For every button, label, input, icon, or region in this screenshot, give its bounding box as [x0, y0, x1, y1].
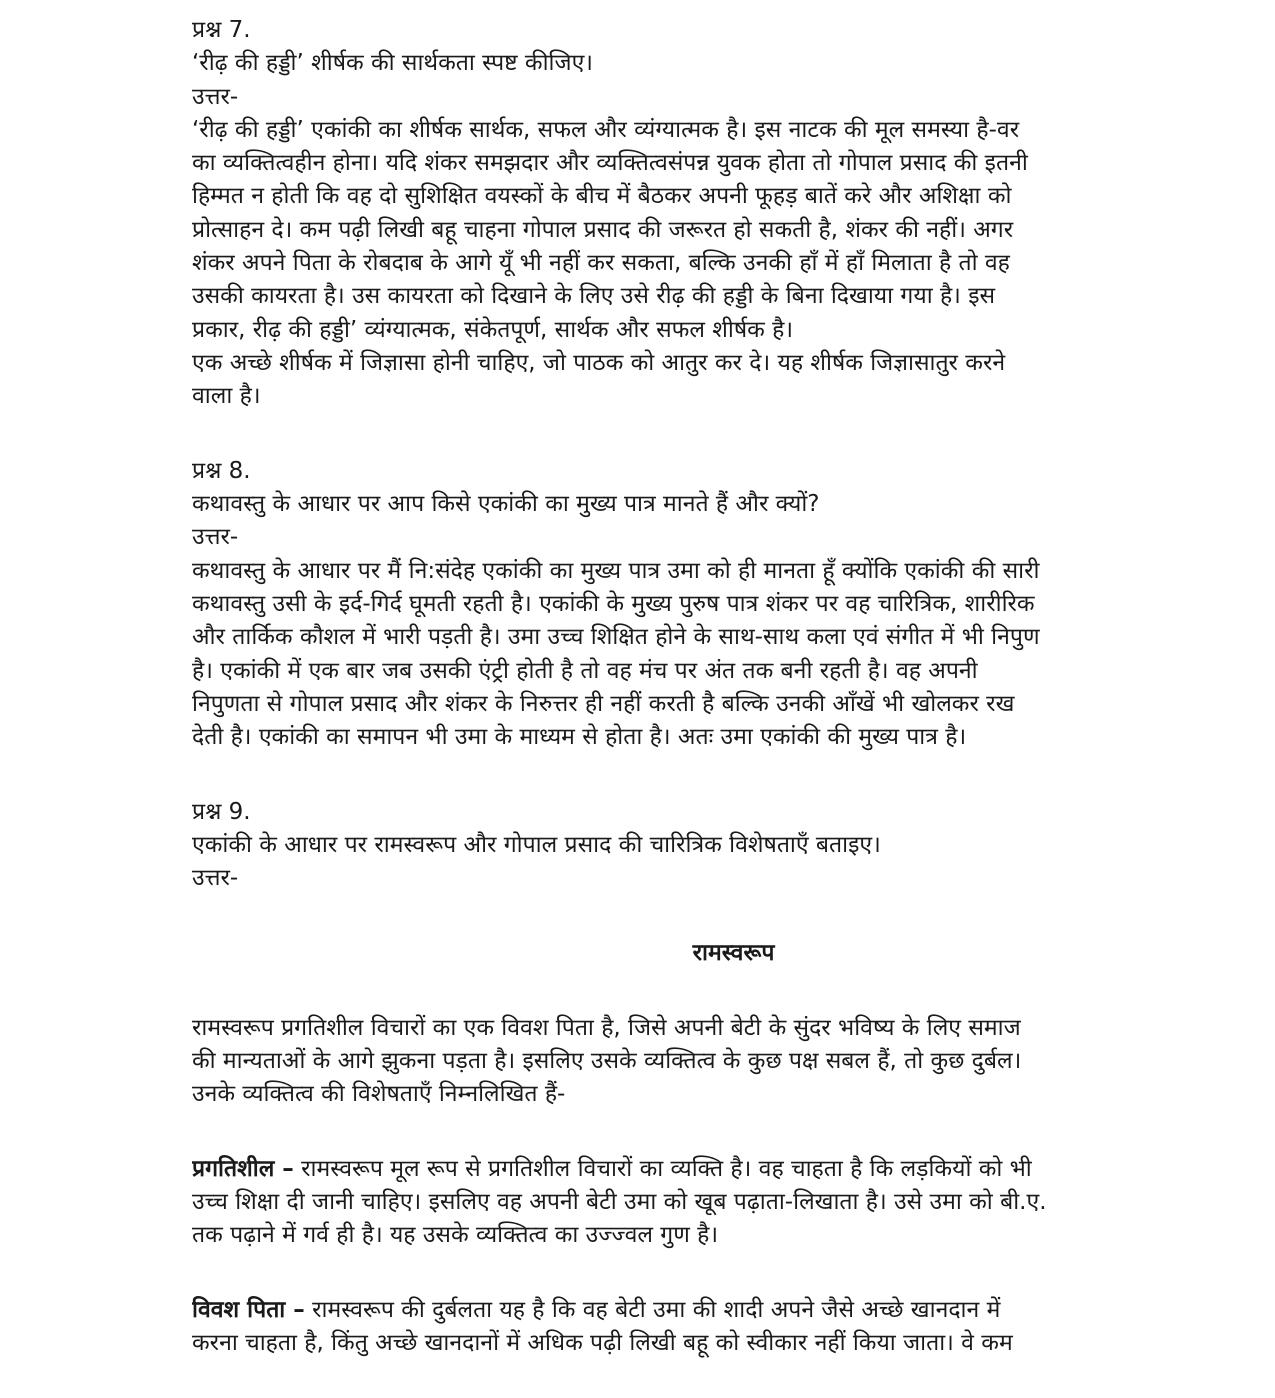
answer-line: निपुणता से गोपाल प्रसाद और शंकर के निरुत्तर ही नहीं करती है बल्कि उनकी आँखें भी खोलकर रख: [192, 690, 1015, 717]
spacer: [192, 755, 1182, 788]
trait-term: प्रगतिशील –: [192, 1155, 294, 1182]
spacer: [192, 414, 1182, 447]
answer-line: कथावस्तु उसी के इर्द-गिर्द घूमती रहती है। एकांकी के मुख्य पुरुष पात्र शंकर पर वह चारित्रिक, शारीरिक: [192, 591, 1035, 618]
spacer: [192, 1145, 1182, 1153]
question-8: [192, 455, 1182, 755]
answer-line: उसकी कायरता है। उस कायरता को दिखाने के लिए उसे रीढ़ की हड्डी के बिना दिखाया गया है। इस: [192, 283, 996, 310]
intro-line: रामस्वरूप प्रगतिशील विचारों का एक विवश पिता है, जिसे अपनी बेटी के सुंदर भविष्य के लिए समाज: [192, 1014, 1021, 1041]
question-9: [192, 796, 1182, 1361]
spacer: [192, 1004, 1182, 1012]
answer-line: एक अच्छे शीर्षक में जिज्ञासा होनी चाहिए, जो पाठक को आतुर कर दे। यह शीर्षक जिज्ञासातुर करने: [192, 349, 1006, 376]
answer-line: शंकर अपने पिता के रोबदाब के आगे यूँ भी नहीं कर सकता, बल्कि उनकी हाँ में हाँ मिलाता है तो वह: [192, 250, 1010, 277]
intro-line: उनके व्यक्तित्व की विशेषताएँ निम्नलिखित हैं-: [192, 1081, 566, 1108]
spacer: [192, 447, 1182, 455]
intro-line: की मान्यताओं के आगे झुकना पड़ता है। इसलिए उसके व्यक्तित्व के कुछ पक्ष सबल हैं, तो कुछ दुर्बल।: [192, 1047, 1022, 1074]
answer-line: है। एकांकी में एक बार जब उसकी एंट्री होती है तो वह मंच पर अंत तक बनी रहती है। वह अपनी: [192, 657, 978, 684]
trait-text: रामस्वरूप मूल रूप से प्रगतिशील विचारों का व्यक्ति है। वह चाहता है कि लड़कियों को भी: [293, 1155, 1032, 1182]
question-text: ‘रीढ़ की हड्डी’ शीर्षक की सार्थकता स्पष्ट कीजिए।: [192, 50, 594, 77]
answer-label: उत्तर-: [192, 524, 239, 551]
spacer: [192, 1253, 1182, 1286]
spacer: [192, 1286, 1182, 1294]
document-page: [192, 14, 1182, 1361]
trait-line: तक पढ़ाने में गर्व ही है। यह उसके व्यक्तित्व का उज्ज्वल गुण है।: [192, 1222, 719, 1249]
answer-line: प्रकार, रीढ़ की हड्डी’ व्यंग्यात्मक, संकेतपूर्ण, सार्थक और सफल शीर्षक है।: [192, 316, 794, 343]
answer-label: उत्तर-: [192, 83, 239, 110]
answer-line: कथावस्तु के आधार पर मैं नि:संदेह एकांकी का मुख्य पात्र उमा को ही मानता हूँ क्योंकि एकांकी की सारी: [192, 557, 1040, 584]
trait-text: रामस्वरूप की दुर्बलता यह है कि वह बेटी उमा की शादी अपने जैसे अच्छे खानदान में: [304, 1296, 1001, 1323]
answer-line: और तार्किक कौशल में भारी पड़ती है। उमा उच्च शिक्षित होने के साथ-साथ कला एवं संगीत में भी निपुण: [192, 624, 1040, 651]
answer-line: देती है। एकांकी का समापन भी उमा के माध्यम से होता है। अतः उमा एकांकी की मुख्य पात्र है।: [192, 724, 967, 751]
question-text: एकांकी के आधार पर रामस्वरूप और गोपाल प्रसाद की चारित्रिक विशेषताएँ बताइए।: [192, 832, 881, 859]
answer-line: वाला है।: [192, 383, 261, 410]
spacer: [192, 788, 1182, 796]
trait-line: उच्च शिक्षा दी जानी चाहिए। इसलिए वह अपनी बेटी उमा को खूब पढ़ाता-लिखाता है। उसे उमा को बी.ए.: [192, 1189, 1047, 1216]
trait-term: विवश पिता –: [192, 1296, 305, 1323]
answer-line: हिम्मत न होती कि वह दो सुशिक्षित वयस्कों के बीच में बैठकर अपनी फूहड़ बातें करे और अशिक्षा को: [192, 183, 1012, 210]
trait-line: [192, 1294, 1182, 1327]
spacer: [192, 929, 1182, 937]
question-number: प्रश्न 9.: [192, 798, 251, 825]
section-heading: रामस्वरूप: [692, 940, 775, 967]
question-text: कथावस्तु के आधार पर आप किसे एकांकी का मुख्य पात्र मानते हैं और क्यों?: [192, 491, 820, 518]
spacer: [192, 896, 1182, 929]
question-number: प्रश्न 8.: [192, 457, 251, 484]
answer-line: का व्यक्तित्वहीन होना। यदि शंकर समझदार और व्यक्तित्वसंपन्न युवक होता तो गोपाल प्रसाद की इतनी: [192, 150, 1028, 177]
trait-line: करना चाहता है, किंतु अच्छे खानदानों में अधिक पढ़ी लिखी बहू को स्वीकार नहीं किया जाता। वे कम: [192, 1330, 1013, 1357]
question-number: प्रश्न 7.: [192, 17, 251, 43]
spacer: [192, 1112, 1182, 1145]
answer-label: उत्तर-: [192, 865, 239, 892]
answer-line: ‘रीढ़ की हड्डी’ एकांकी का शीर्षक सार्थक, सफल और व्यंग्यात्मक है। इस नाटक की मूल समस्या है-वर: [192, 116, 1020, 143]
question-7: [192, 14, 1182, 414]
spacer: [192, 970, 1182, 1003]
answer-line: प्रोत्साहन दे। कम पढ़ी लिखी बहू चाहना गोपाल प्रसाद की जरूरत हो सकती है, शंकर की नहीं। अगर: [192, 216, 1014, 243]
trait-line: [192, 1153, 1182, 1186]
